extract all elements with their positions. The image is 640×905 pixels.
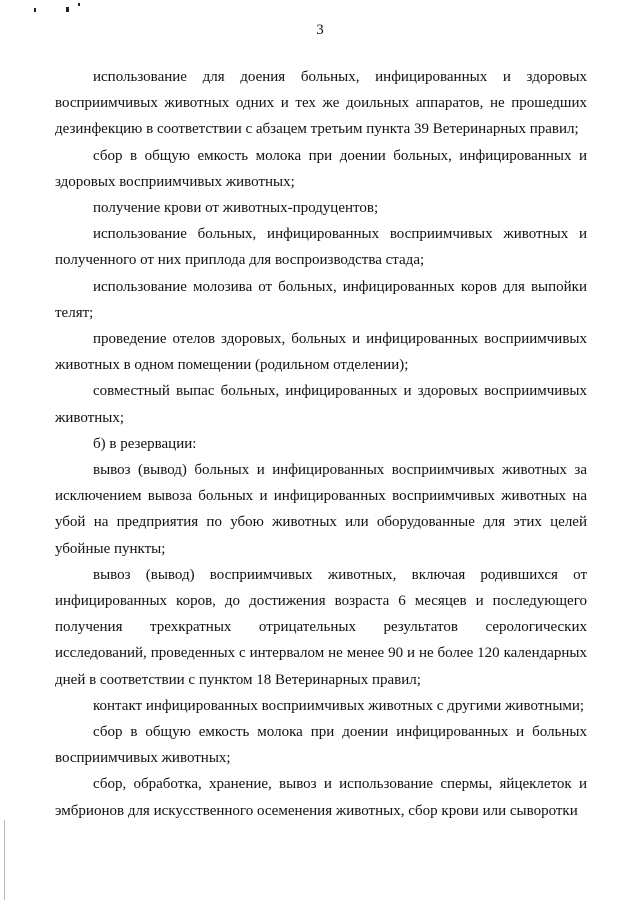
paragraph: б) в резервации: (93, 435, 197, 452)
paragraph: проведение отелов здоровых, больных и инфицированных восприимчивых животных в одном помещении (родильном отделении); (55, 331, 587, 374)
paragraph: контакт инфицированных восприимчивых животных с другими животными; (93, 697, 585, 714)
paragraph: совместный выпас больных, инфицированных и здоровых восприимчивых животных; (55, 383, 587, 426)
paragraph: сбор в общую емкость молока при доении больных, инфицированных и здоровых восприимчивых животных; (55, 147, 587, 190)
paragraph: использование больных, инфицированных восприимчивых животных и полученного от них приплода для воспроизводства стада; (55, 226, 587, 269)
scan-edge-line (4, 820, 5, 900)
paragraph: использование для доения больных, инфицированных и здоровых восприимчивых животных одних и тех же доильных аппаратов, не прошедших дезинфекцию в соответствии с абзацем третьим пункта 39 Ветеринарных правил; (55, 69, 587, 138)
paragraph: получение крови от животных-продуцентов; (93, 200, 379, 217)
scan-artifact (34, 8, 36, 12)
paragraph: вывоз (вывод) восприимчивых животных, включая родившихся от инфицированных коров, до достижения возраста 6 месяцев и последующего получения трехкратных отрицательных результатов серологических исследований, проведенных с интервалом не менее 90 и не более 120 календарных дней в соответствии с пунктом 18 Ветеринарных правил; (55, 566, 587, 688)
paragraph: сбор в общую емкость молока при доении инфицированных и больных восприимчивых животных; (55, 724, 587, 767)
paragraph: использование молозива от больных, инфицированных коров для выпойки телят; (55, 278, 587, 321)
document-body (55, 64, 587, 824)
scan-artifact (78, 3, 80, 6)
paragraph: вывоз (вывод) больных и инфицированных восприимчивых животных за исключением вывоза больных и инфицированных восприимчивых животных на убой на предприятия по убою животных или оборудованные для этих целей убойные пункты; (55, 462, 587, 557)
page-number: 3 (316, 22, 324, 38)
paragraph: сбор, обработка, хранение, вывоз и использование спермы, яйцеклеток и эмбрионов для искусственного осеменения животных, сбор крови или сыворотки (55, 776, 587, 819)
scan-artifact (66, 7, 69, 12)
